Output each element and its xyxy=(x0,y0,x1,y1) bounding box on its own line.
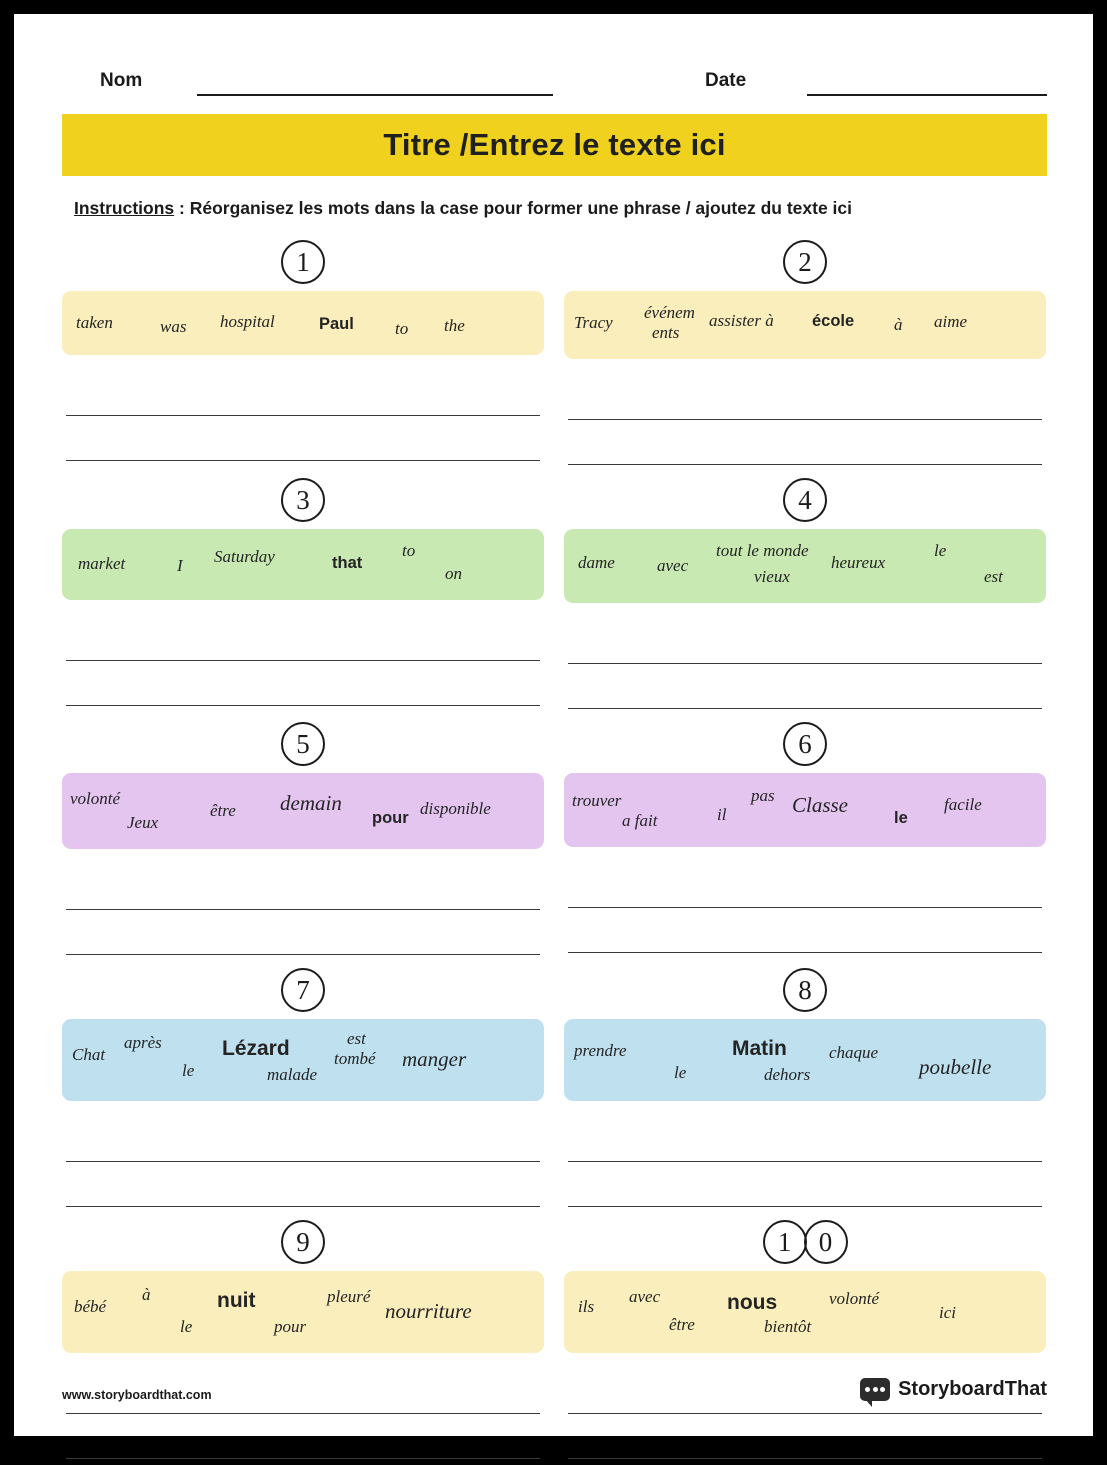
scrambled-word[interactable]: a fait xyxy=(622,811,658,830)
answer-line[interactable] xyxy=(66,865,540,910)
word-bank-box[interactable] xyxy=(564,291,1046,359)
scrambled-word[interactable]: événem xyxy=(644,303,695,322)
scrambled-word[interactable]: à xyxy=(142,1285,151,1304)
question-item xyxy=(554,961,1046,1213)
question-item xyxy=(62,715,554,961)
title-banner[interactable] xyxy=(62,114,1047,176)
instructions-text: : Réorganisez les mots dans la case pour former une phrase / ajoutez du texte ici xyxy=(174,198,852,218)
name-date-row xyxy=(62,54,1047,98)
scrambled-word[interactable]: nourriture xyxy=(385,1299,472,1323)
question-item xyxy=(554,233,1046,471)
word-bank-box[interactable] xyxy=(564,1271,1046,1353)
answer-line[interactable] xyxy=(66,416,540,461)
number-circle: 5 xyxy=(281,722,325,766)
questions-grid xyxy=(62,233,1047,1465)
answer-lines xyxy=(564,619,1046,709)
scrambled-word[interactable]: Chat xyxy=(72,1045,106,1064)
scrambled-word[interactable]: dehors xyxy=(764,1065,811,1084)
number-circle: 4 xyxy=(783,478,827,522)
question-item xyxy=(62,233,554,471)
answer-line[interactable] xyxy=(66,1414,540,1459)
instructions xyxy=(62,198,1047,219)
scrambled-word[interactable]: Matin xyxy=(732,1037,787,1060)
question-number xyxy=(564,715,1046,773)
speech-bubble-icon xyxy=(860,1378,890,1401)
scrambled-word[interactable]: ils xyxy=(578,1297,595,1316)
scrambled-word[interactable]: volonté xyxy=(70,789,121,808)
answer-lines xyxy=(564,863,1046,953)
answer-line[interactable] xyxy=(568,908,1042,953)
scrambled-word[interactable]: tout le monde xyxy=(716,541,809,560)
number-circle: 2 xyxy=(783,240,827,284)
scrambled-word[interactable]: to xyxy=(402,541,416,560)
number-circle: 6 xyxy=(783,722,827,766)
scrambled-word[interactable]: demain xyxy=(280,791,342,815)
scrambled-word[interactable]: poubelle xyxy=(919,1055,992,1079)
scrambled-word[interactable]: on xyxy=(445,564,462,583)
answer-lines xyxy=(564,1117,1046,1207)
scrambled-word[interactable]: was xyxy=(160,317,187,336)
question-item xyxy=(554,1213,1046,1465)
scrambled-word[interactable]: Jeux xyxy=(127,813,159,832)
instructions-label: Instructions xyxy=(74,198,175,218)
brand-logo xyxy=(860,1378,1047,1401)
website-url: www.storyboardthat.com xyxy=(62,1388,212,1402)
answer-line[interactable] xyxy=(66,910,540,955)
number-circle: 0 xyxy=(804,1220,848,1264)
page-footer xyxy=(62,1378,1047,1408)
answer-line[interactable] xyxy=(568,420,1042,465)
scrambled-word[interactable]: ici xyxy=(939,1303,956,1322)
scrambled-word[interactable]: that xyxy=(332,554,363,572)
scrambled-word[interactable]: après xyxy=(124,1033,162,1052)
number-circle: 1 xyxy=(763,1220,807,1264)
answer-line[interactable] xyxy=(568,619,1042,664)
scrambled-word[interactable]: assister à xyxy=(709,311,774,330)
scrambled-word[interactable]: le xyxy=(180,1317,193,1336)
brand-name: StoryboardThat xyxy=(898,1378,1047,1400)
scrambled-word[interactable]: the xyxy=(444,316,465,335)
worksheet-content xyxy=(62,54,1047,1399)
scrambled-word[interactable]: avec xyxy=(629,1287,661,1306)
scrambled-word[interactable]: aime xyxy=(934,312,968,331)
question-number xyxy=(62,961,544,1019)
scrambled-word[interactable]: nuit xyxy=(217,1289,256,1312)
answer-line[interactable] xyxy=(66,1162,540,1207)
answer-lines xyxy=(62,1117,544,1207)
scrambled-word[interactable]: nous xyxy=(727,1291,778,1314)
answer-line[interactable] xyxy=(568,375,1042,420)
answer-line[interactable] xyxy=(568,1414,1042,1459)
scrambled-word[interactable]: école xyxy=(812,312,855,330)
question-number xyxy=(564,471,1046,529)
scrambled-word[interactable]: Lézard xyxy=(222,1037,290,1060)
scrambled-word[interactable]: le xyxy=(934,541,947,560)
scrambled-word[interactable]: market xyxy=(78,554,126,573)
number-circle: 3 xyxy=(281,478,325,522)
scrambled-word[interactable]: to xyxy=(395,319,409,338)
question-number xyxy=(62,471,544,529)
scrambled-word[interactable]: trouver xyxy=(572,791,622,810)
scrambled-word[interactable]: prendre xyxy=(574,1041,627,1060)
scrambled-word[interactable]: le xyxy=(182,1061,195,1080)
scrambled-word[interactable]: est xyxy=(347,1029,366,1048)
question-item xyxy=(554,715,1046,961)
answer-lines xyxy=(62,616,544,706)
date-label: Date xyxy=(705,70,747,91)
number-circle: 9 xyxy=(281,1220,325,1264)
scrambled-word[interactable]: Tracy xyxy=(574,313,613,332)
name-input-line[interactable] xyxy=(197,94,553,96)
question-number xyxy=(564,233,1046,291)
question-number xyxy=(62,233,544,291)
scrambled-word[interactable]: I xyxy=(177,556,183,575)
date-input-line[interactable] xyxy=(807,94,1047,96)
answer-line[interactable] xyxy=(66,371,540,416)
question-item xyxy=(62,1213,554,1465)
scrambled-word[interactable]: être xyxy=(210,801,236,820)
scrambled-word[interactable]: heureux xyxy=(831,553,886,572)
scrambled-word[interactable]: pour xyxy=(274,1317,307,1336)
scrambled-word[interactable]: manger xyxy=(402,1047,467,1071)
worksheet-page xyxy=(14,14,1093,1436)
scrambled-word[interactable]: Classe xyxy=(792,793,849,817)
scrambled-word[interactable]: vieux xyxy=(754,567,790,586)
question-item xyxy=(554,471,1046,715)
answer-line[interactable] xyxy=(568,863,1042,908)
scrambled-word[interactable]: chaque xyxy=(829,1043,879,1062)
scrambled-word[interactable]: Paul xyxy=(319,315,354,333)
answer-line[interactable] xyxy=(66,616,540,661)
scrambled-word[interactable]: facile xyxy=(944,795,982,814)
answer-lines xyxy=(564,375,1046,465)
answer-lines xyxy=(62,865,544,955)
scrambled-word[interactable]: ents xyxy=(652,323,680,342)
question-item xyxy=(62,961,554,1213)
number-circle: 8 xyxy=(783,968,827,1012)
scrambled-word[interactable]: pleuré xyxy=(327,1287,371,1306)
scrambled-word[interactable]: tombé xyxy=(334,1049,376,1068)
scrambled-word[interactable]: bientôt xyxy=(764,1317,812,1336)
scrambled-word[interactable]: est xyxy=(984,567,1003,586)
word-bank-box[interactable] xyxy=(62,773,544,849)
scrambled-word[interactable]: avec xyxy=(657,556,689,575)
scrambled-word[interactable]: le xyxy=(674,1063,687,1082)
worksheet-title: Titre /Entrez le texte ici xyxy=(383,127,726,162)
scrambled-word[interactable]: volonté xyxy=(829,1289,880,1308)
answer-line[interactable] xyxy=(568,1117,1042,1162)
question-number xyxy=(564,1213,1046,1271)
scrambled-word[interactable]: malade xyxy=(267,1065,318,1084)
answer-line[interactable] xyxy=(66,1117,540,1162)
scrambled-word[interactable]: à xyxy=(894,315,903,334)
answer-lines xyxy=(62,371,544,461)
word-bank-box[interactable] xyxy=(62,529,544,600)
scrambled-word[interactable]: pour xyxy=(372,809,409,827)
answer-line[interactable] xyxy=(568,664,1042,709)
word-bank-box[interactable] xyxy=(62,1019,544,1101)
word-bank-box[interactable] xyxy=(62,1271,544,1353)
scrambled-word[interactable]: hospital xyxy=(220,312,275,331)
answer-line[interactable] xyxy=(568,1162,1042,1207)
question-number xyxy=(564,961,1046,1019)
question-item xyxy=(62,471,554,715)
question-number xyxy=(62,1213,544,1271)
word-bank-box[interactable] xyxy=(564,773,1046,847)
name-label: Nom xyxy=(100,70,143,91)
scrambled-word[interactable]: Saturday xyxy=(214,547,275,566)
scrambled-word[interactable]: dame xyxy=(578,553,615,572)
word-bank-box[interactable] xyxy=(62,291,544,355)
word-bank-box[interactable] xyxy=(564,1019,1046,1101)
number-circle: 7 xyxy=(281,968,325,1012)
scrambled-word[interactable]: disponible xyxy=(420,799,491,818)
scrambled-word[interactable]: le xyxy=(894,809,908,827)
scrambled-word[interactable]: taken xyxy=(76,313,113,332)
number-circle: 1 xyxy=(281,240,325,284)
answer-line[interactable] xyxy=(66,661,540,706)
scrambled-word[interactable]: bébé xyxy=(74,1297,107,1316)
question-number xyxy=(62,715,544,773)
scrambled-word[interactable]: il xyxy=(717,805,727,824)
word-bank-box[interactable] xyxy=(564,529,1046,603)
scrambled-word[interactable]: pas xyxy=(751,786,775,805)
scrambled-word[interactable]: être xyxy=(669,1315,695,1334)
